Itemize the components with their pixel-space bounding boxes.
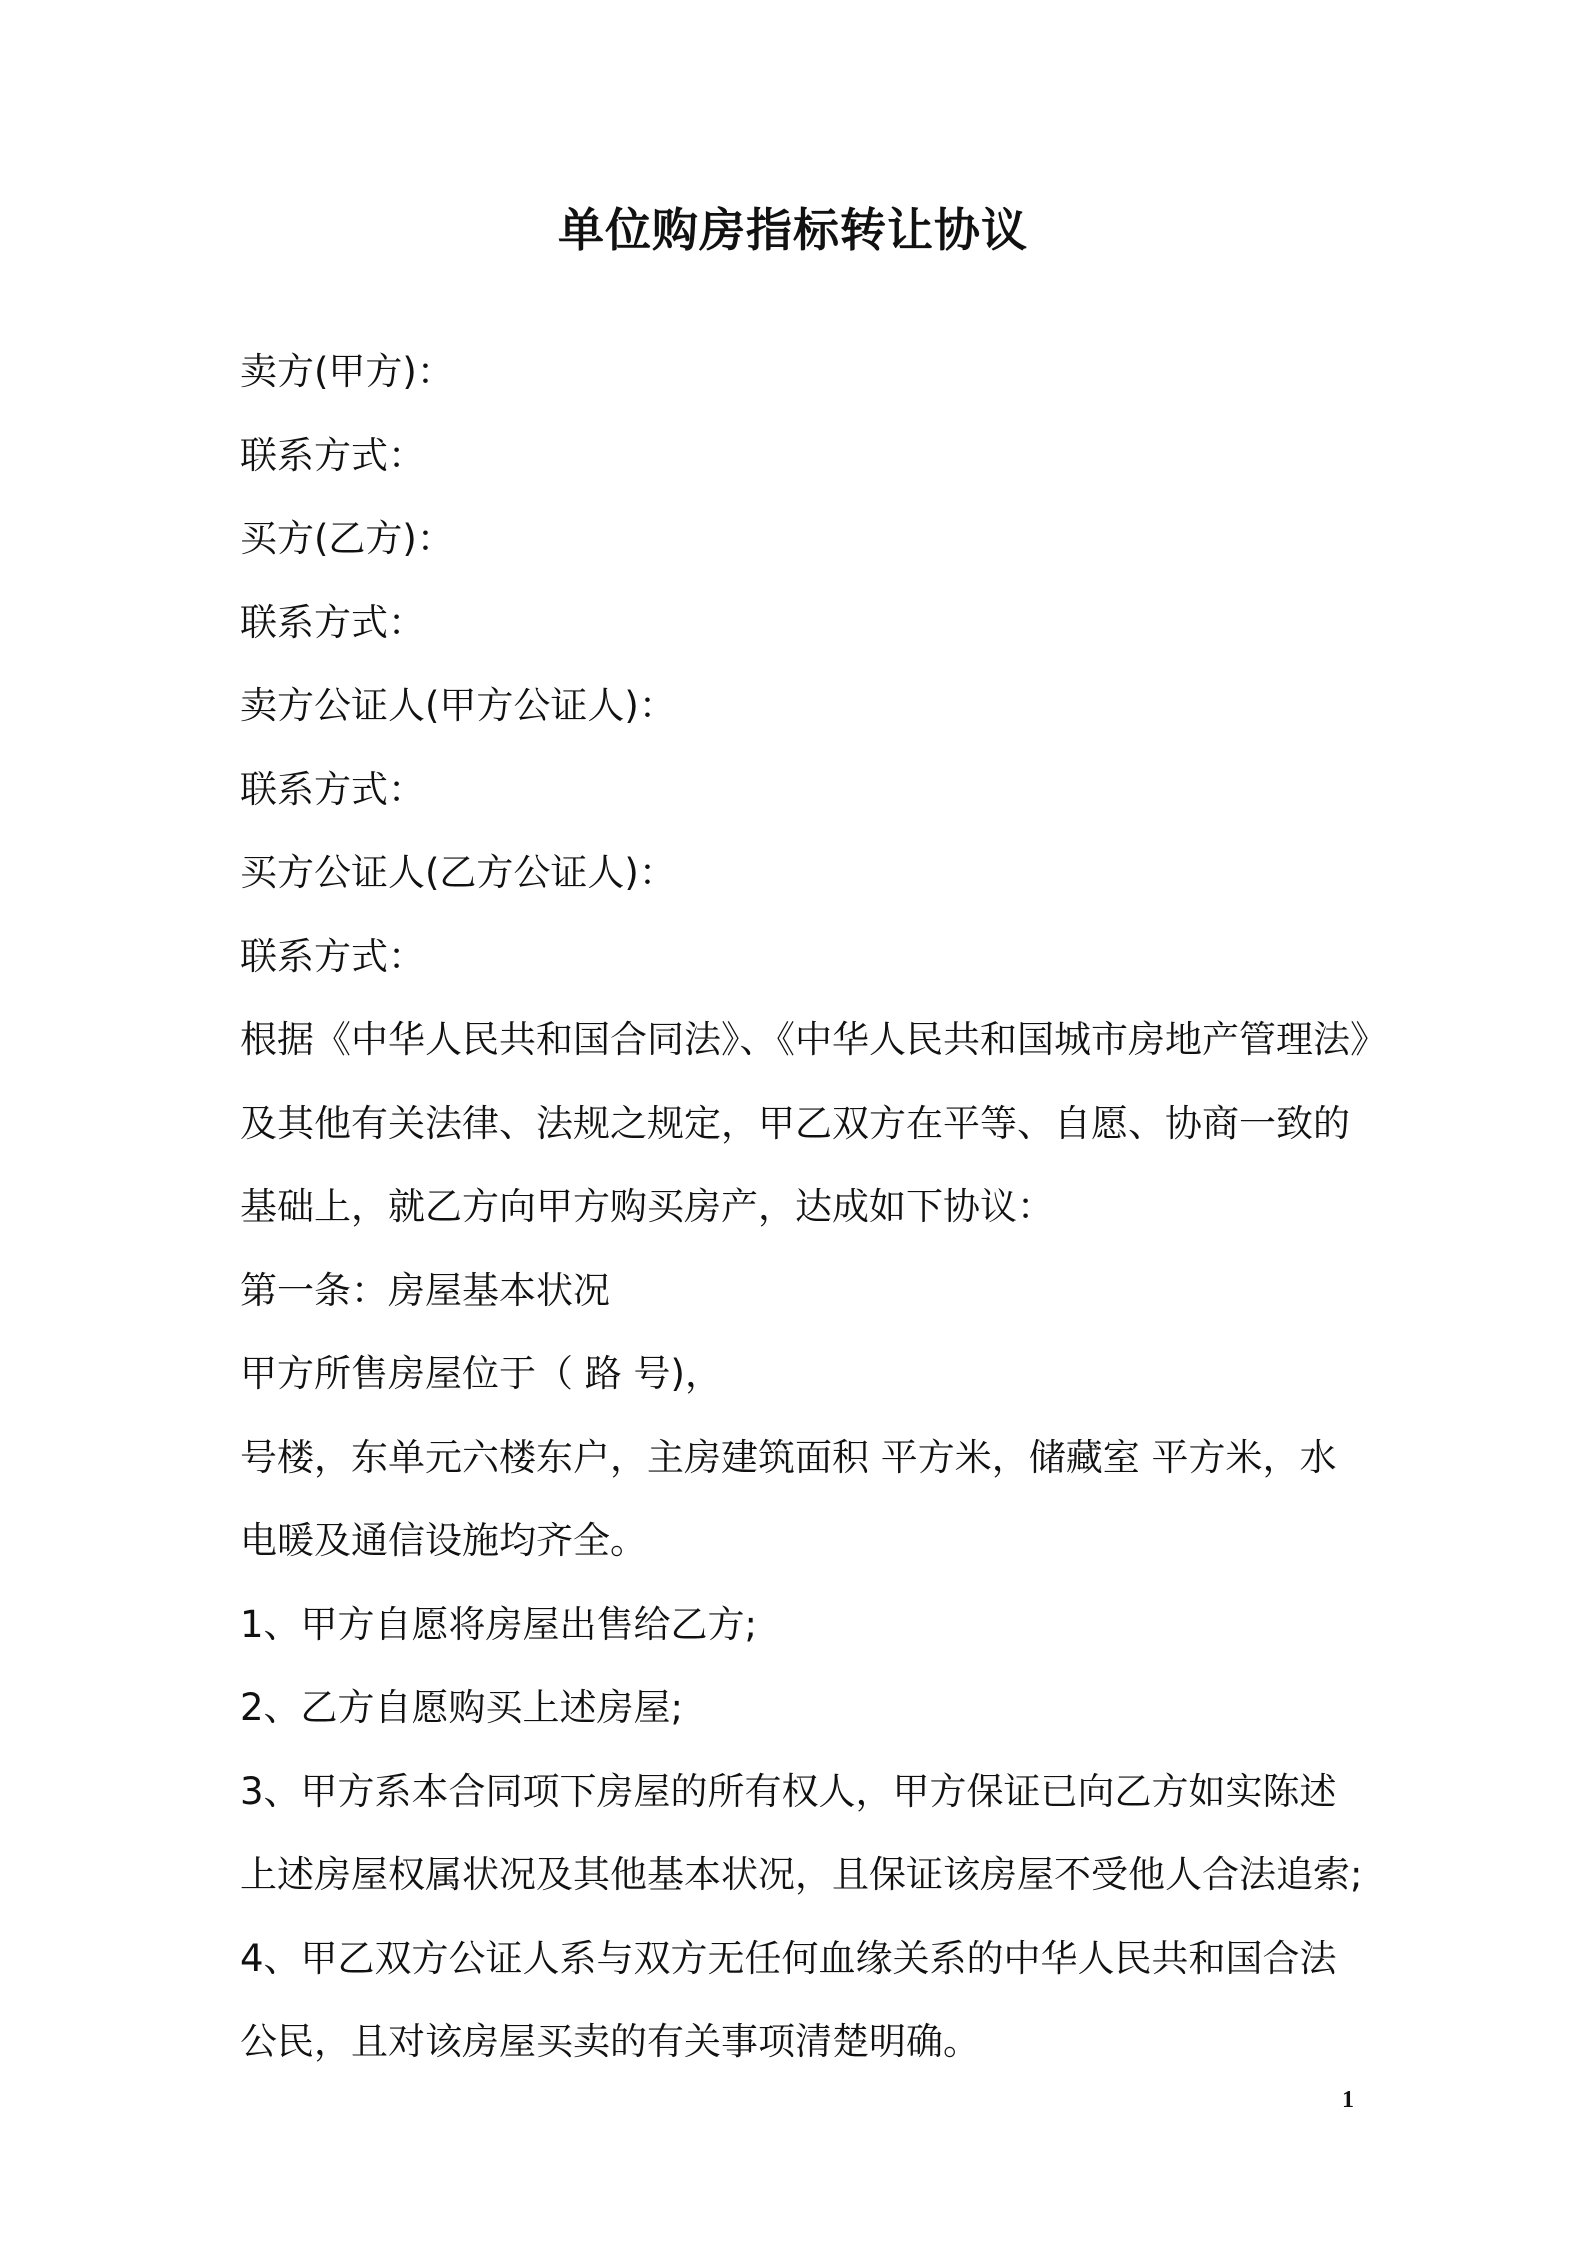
seller-party-line: 卖方(甲方)：: [240, 350, 454, 393]
seller-notary-contact-line: 联系方式：: [240, 767, 425, 811]
clause-4-line-1: 4、甲乙双方公证人系与双方无任何血缘关系的中华人民共和国合法: [240, 1936, 1337, 1980]
preamble-line-2: 及其他有关法律、法规之规定，甲乙双方在平等、自愿、协商一致的: [240, 1101, 1350, 1145]
clause-3-line-1: 3、甲方系本合同项下房屋的所有权人，甲方保证已向乙方如实陈述: [240, 1769, 1337, 1813]
property-location-line: 甲方所售房屋位于（ 路 号)，: [240, 1352, 722, 1395]
buyer-party-line: 买方(乙方)：: [240, 517, 454, 560]
seller-contact-line: 联系方式：: [240, 433, 425, 477]
article-one-heading: 第一条：房屋基本状况: [240, 1268, 610, 1312]
clause-1: 1、甲方自愿将房屋出售给乙方;: [240, 1602, 758, 1646]
document-body: [240, 330, 1387, 2084]
clause-4-line-2: 公民，且对该房屋买卖的有关事项清楚明确。: [240, 2020, 980, 2063]
buyer-contact-line: 联系方式：: [240, 600, 425, 644]
page-number: 1: [1342, 2087, 1354, 2113]
clause-3-line-2: 上述房屋权属状况及其他基本状况，且保证该房屋不受他人合法追索;: [240, 1853, 1363, 1896]
document-title: 单位购房指标转让协议: [558, 203, 1028, 257]
clause-2: 2、乙方自愿购买上述房屋;: [240, 1686, 684, 1729]
buyer-notary-line: 买方公证人(乙方公证人)：: [240, 851, 676, 894]
preamble-line-3: 基础上，就乙方向甲方购买房产，达成如下协议：: [240, 1185, 1054, 1228]
property-detail-line: 号楼，东单元六楼东户，主房建筑面积 平方米，储藏室 平方米，水: [240, 1435, 1337, 1479]
preamble-line-1: 根据《中华人民共和国合同法》、《中华人民共和国城市房地产管理法》: [240, 1018, 1387, 1061]
property-facilities-line: 电暖及通信设施均齐全。: [240, 1519, 647, 1562]
seller-notary-line: 卖方公证人(甲方公证人)：: [240, 684, 676, 727]
buyer-notary-contact-line: 联系方式：: [240, 934, 425, 978]
